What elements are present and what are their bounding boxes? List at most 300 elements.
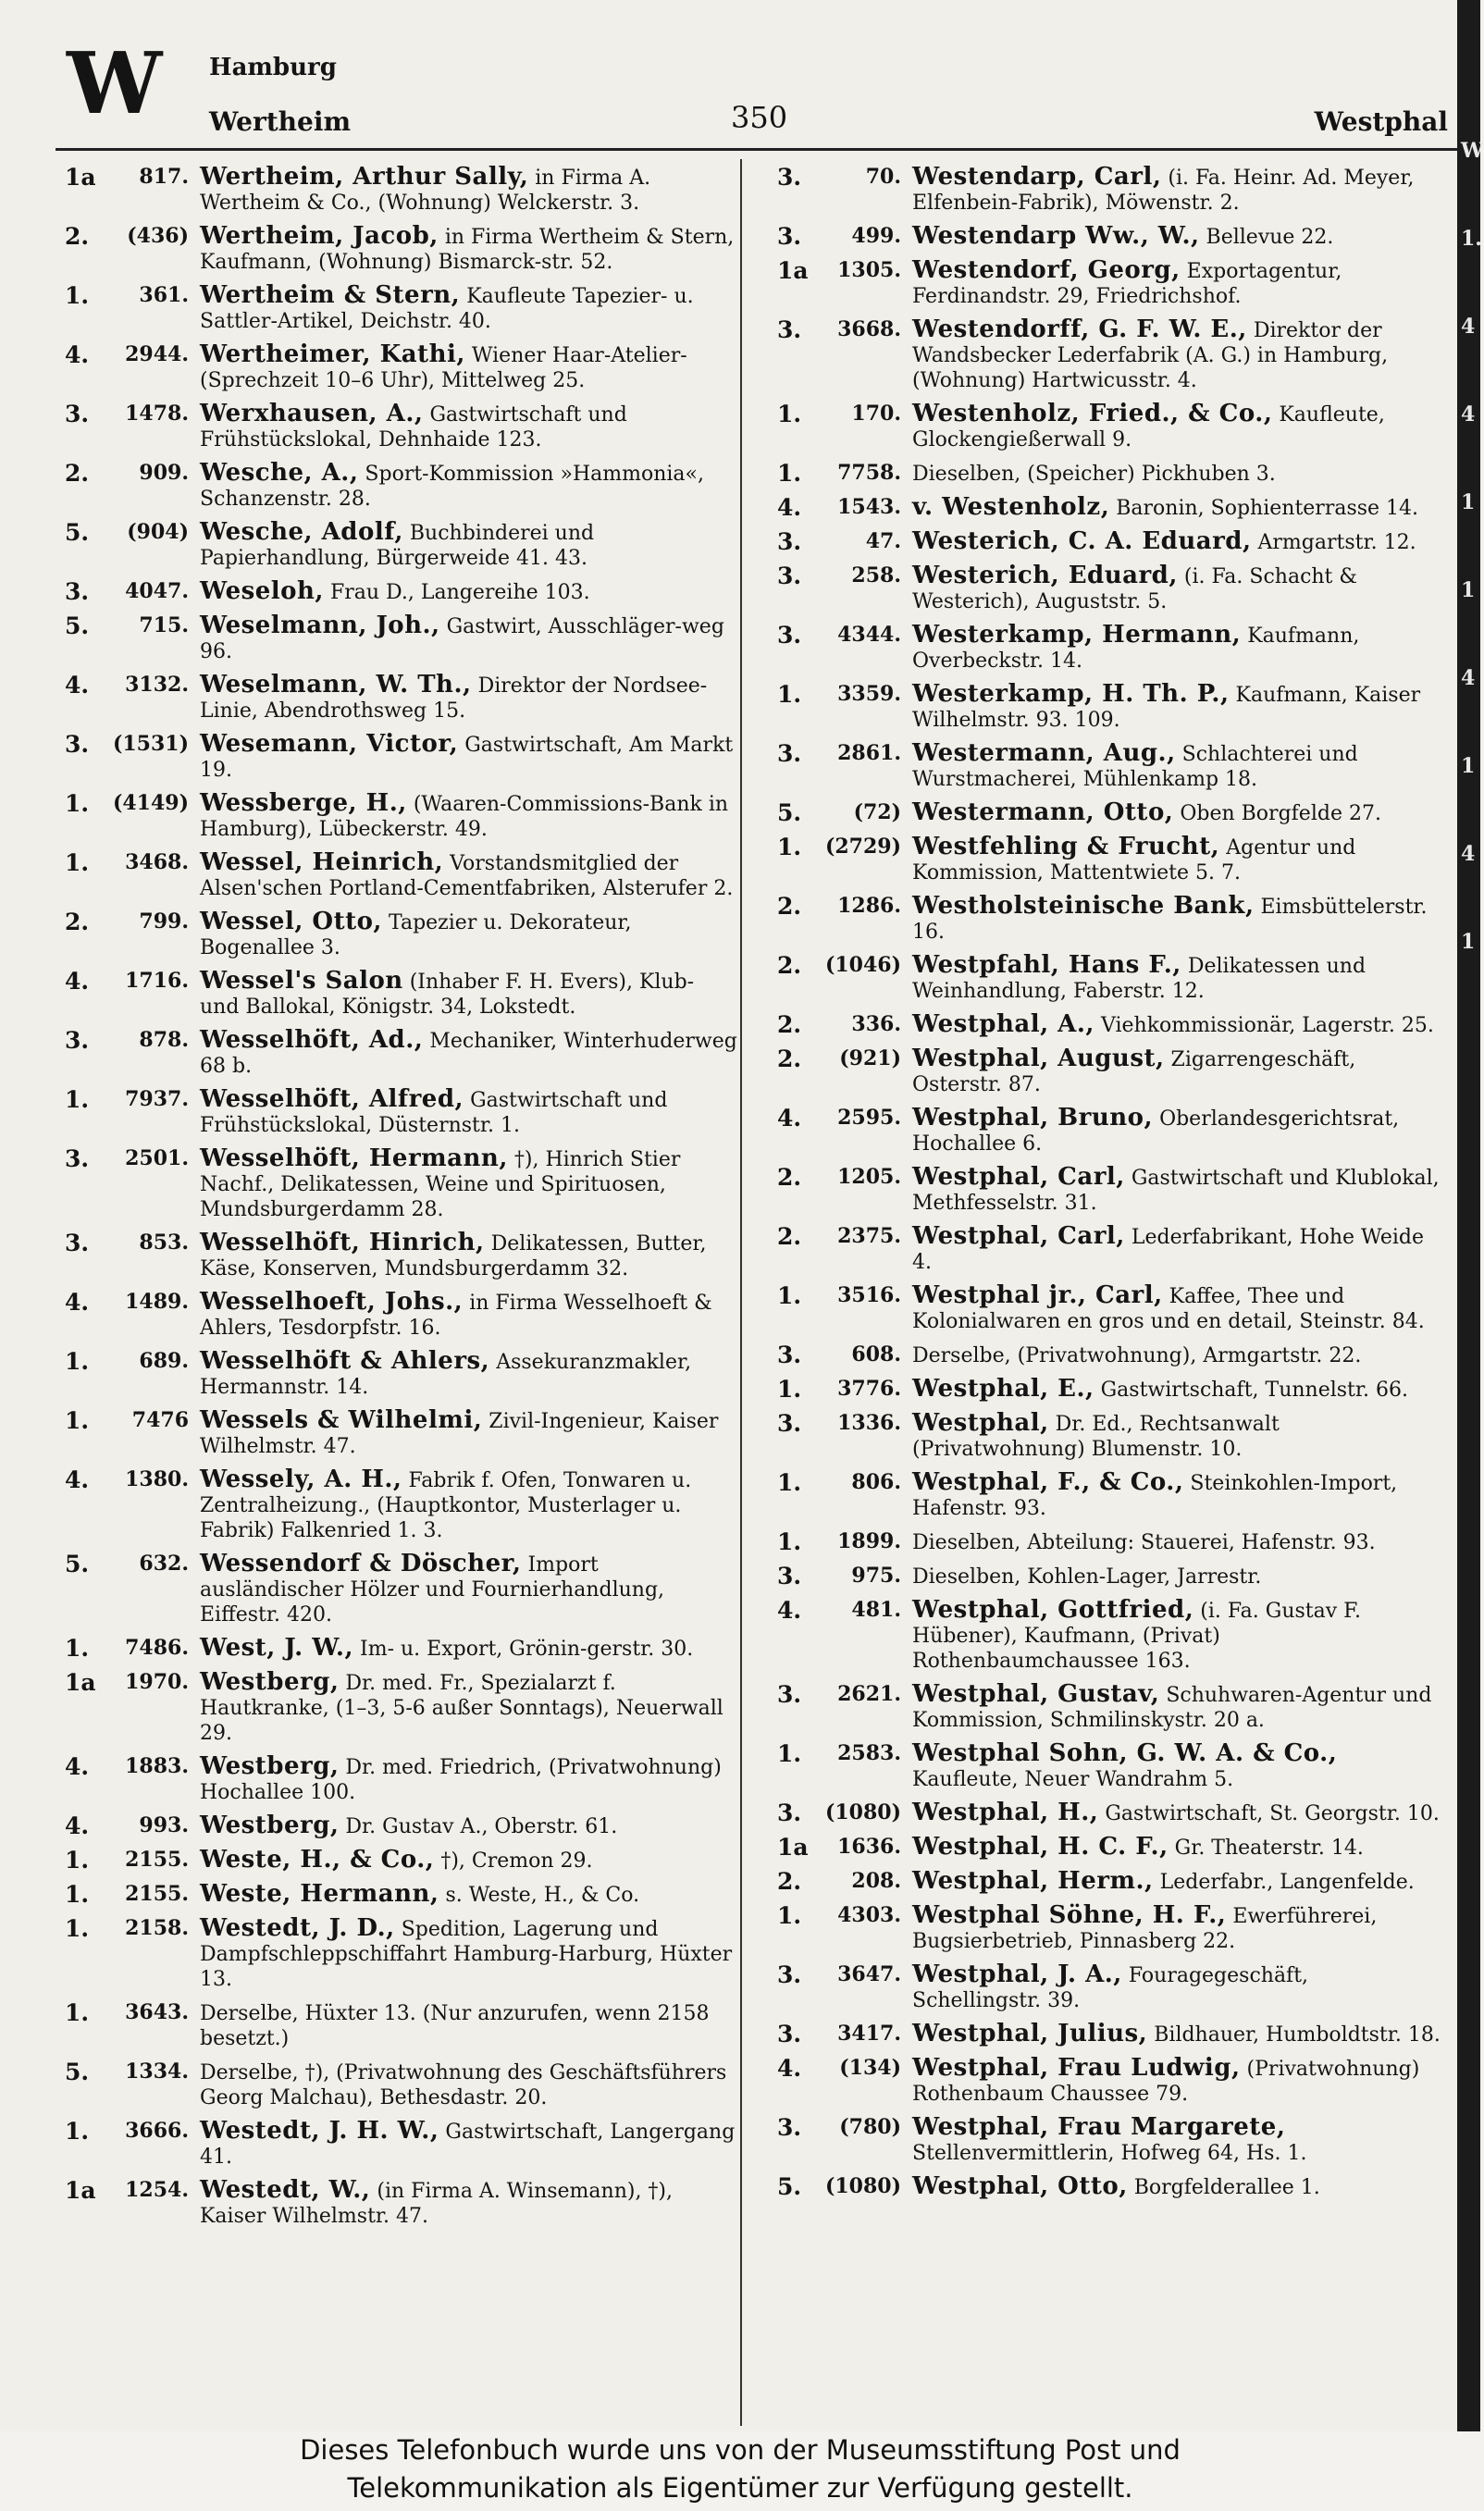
phone-number: 3668. — [837, 317, 901, 341]
entry-text — [912, 224, 1443, 250]
subscriber-details: Fouragegeschäft, Schellingstr. 39. — [912, 1964, 1309, 2012]
entry-text — [912, 1012, 1443, 1038]
subscriber-name: Wessel, Otto, — [200, 908, 382, 935]
subscriber-name: Westendorff, G. F. W. E., — [912, 315, 1247, 343]
phone-number: 3643. — [125, 2000, 189, 2024]
directory-entry — [65, 673, 738, 724]
exchange-zone: 5. — [777, 2173, 802, 2200]
subscriber-name: Westendarp Ww., W., — [912, 222, 1200, 250]
directory-entry — [65, 2178, 738, 2229]
exchange-zone: 1. — [777, 1376, 802, 1403]
exchange-zone: 1a — [65, 164, 96, 191]
subscriber-name: West, J. W., — [200, 1634, 354, 1662]
phone-number: 817. — [139, 165, 189, 189]
entry-text — [912, 2174, 1443, 2200]
subscriber-details: Kaufleute Tapezier- u. Sattler-Artikel, Deichstr. 40. — [200, 285, 694, 333]
subscriber-details: Gastwirtschaft, Am Markt 19. — [200, 734, 734, 782]
entry-text — [200, 2178, 738, 2229]
subscriber-details: Im- u. Export, Grönin-gerstr. 30. — [360, 1638, 694, 1661]
phone-number: 715. — [139, 613, 189, 637]
phone-number: 3776. — [837, 1377, 901, 1401]
phone-number: 2155. — [125, 1848, 189, 1872]
subscriber-name: Wesselhöft, Ad., — [200, 1026, 424, 1054]
entry-text — [912, 1800, 1443, 1826]
exchange-zone: 2. — [65, 909, 90, 935]
directory-entry — [65, 283, 738, 334]
subscriber-details: Ewerführerei, Bugsierbetrieb, Pinnasberg 22. — [912, 1905, 1378, 1953]
exchange-zone: 1. — [65, 282, 90, 309]
directory-entry — [777, 1903, 1443, 1954]
entry-text — [912, 1046, 1443, 1097]
directory-entry — [777, 741, 1443, 792]
directory-entry — [777, 1529, 1443, 1555]
exchange-zone: 3. — [777, 2114, 802, 2141]
phone-number: 689. — [139, 1349, 189, 1373]
page-number: 350 — [731, 100, 788, 135]
subscriber-details: Buchbinderei und Papierhandlung, Bürgerweide 41. 43. — [200, 522, 595, 570]
entry-text — [912, 563, 1443, 614]
entry-text — [912, 1377, 1443, 1403]
subscriber-details: Dieselben, Kohlen-Lager, Jarrestr. — [912, 1565, 1262, 1589]
entry-text — [200, 1408, 738, 1459]
subscriber-name: Westberg, — [200, 1812, 340, 1839]
subscriber-name: Westphal, Gottfried, — [912, 1596, 1194, 1624]
phone-number: (134) — [839, 2056, 901, 2080]
phone-number: 2595. — [837, 1106, 901, 1130]
subscriber-name: Westphal, Carl, — [912, 1163, 1125, 1191]
directory-entry — [777, 953, 1443, 1004]
directory-entry — [777, 495, 1443, 521]
phone-number: 1489. — [125, 1290, 189, 1314]
phone-number: 4047. — [125, 579, 189, 603]
subscriber-details: Dr. med. Fr., Spezialarzt f. Hautkranke, (1–3, 5-6 außer Sonntags), Neuerwall 29. — [200, 1672, 723, 1745]
subscriber-name: Weste, H., & Co., — [200, 1846, 435, 1874]
subscriber-details: Bildhauer, Humboldtstr. 18. — [1154, 2023, 1441, 2047]
left-column — [65, 165, 738, 2237]
directory-entry — [777, 1377, 1443, 1403]
subscriber-details: Mechaniker, Winterhuderweg 68 b. — [200, 1030, 737, 1078]
subscriber-name: Wesemann, Victor, — [200, 730, 459, 758]
directory-entry — [777, 1046, 1443, 1097]
phone-number: 208. — [851, 1869, 901, 1893]
entry-text — [912, 1529, 1443, 1555]
last-entry-keyword: Westphal — [1314, 106, 1448, 137]
entry-text — [200, 850, 738, 901]
directory-entry — [65, 1636, 738, 1662]
subscriber-details: Derselbe, †), (Privatwohnung des Geschäftsführers Georg Malchau), Bethesdastr. 20. — [200, 2061, 727, 2109]
subscriber-name: Werxhausen, A., — [200, 400, 424, 427]
subscriber-details: (Privatwohnung) Rothenbaum Chaussee 79. — [912, 2058, 1420, 2106]
entry-text — [912, 165, 1443, 216]
directory-entry — [777, 1835, 1443, 1861]
entry-text — [200, 2060, 738, 2110]
subscriber-details: Armgartstr. 12. — [1257, 531, 1416, 554]
header-rule — [56, 148, 1457, 151]
directory-entry — [65, 402, 738, 452]
subscriber-details: Direktor der Wandsbecker Lederfabrik (A. G.) in Hamburg, (Wohnung) Hartwicusstr. 4. — [912, 319, 1389, 392]
exchange-zone: 3. — [777, 1800, 802, 1826]
subscriber-details: (i. Fa. Gustav F. Hübener), Kaufmann, (Privat) Rothenbaumchaussee 163. — [912, 1600, 1362, 1673]
directory-entry — [777, 800, 1443, 826]
entry-text — [912, 1106, 1443, 1157]
subscriber-name: Westerkamp, H. Th. P., — [912, 680, 1230, 708]
phone-number: 7486. — [125, 1636, 189, 1660]
subscriber-details: Gastwirtschaft, Langergang 41. — [200, 2121, 736, 2169]
subscriber-name: Westphal, Frau Ludwig, — [912, 2054, 1241, 2082]
entry-text — [912, 402, 1443, 452]
adjacent-page-fragment: 4 — [1461, 666, 1476, 690]
footer-notice — [0, 2431, 1480, 2511]
entry-text — [912, 1342, 1443, 1368]
exchange-zone: 5. — [65, 612, 90, 639]
directory-entry — [65, 224, 738, 275]
entry-text — [200, 673, 738, 724]
subscriber-name: Wesselhöft, Hinrich, — [200, 1229, 485, 1256]
exchange-zone: 3. — [777, 563, 802, 589]
entry-text — [200, 1146, 738, 1222]
entry-text — [200, 402, 738, 452]
footer-line-1: Dieses Telefonbuch wurde uns von der Museumsstiftung Post und — [300, 2434, 1181, 2466]
subscriber-name: Wertheim, Arthur Sally, — [200, 163, 529, 191]
subscriber-details: †), Cremon 29. — [440, 1849, 593, 1873]
subscriber-details: (Waaren-Commissions-Bank in Hamburg), Lübeckerstr. 49. — [200, 793, 729, 841]
phone-number: 170. — [851, 402, 901, 426]
subscriber-details: in Firma A. Wertheim & Co., (Wohnung) Welckerstr. 3. — [200, 167, 651, 215]
subscriber-name: Weselmann, W. Th., — [200, 671, 472, 699]
exchange-zone: 2. — [777, 1164, 802, 1191]
exchange-zone: 2. — [777, 952, 802, 979]
phone-number: 499. — [851, 224, 901, 248]
adjacent-page-fragment: 4 — [1461, 402, 1476, 427]
entry-text — [912, 1962, 1443, 2013]
phone-number: 993. — [139, 1813, 189, 1837]
entry-text — [912, 461, 1443, 487]
entry-text — [200, 461, 738, 512]
adjacent-page-fragment: 1 — [1461, 754, 1476, 778]
directory-entry — [777, 682, 1443, 733]
directory-entry — [777, 2115, 1443, 2166]
subscriber-details: Gr. Theaterstr. 14. — [1174, 1837, 1364, 1860]
directory-entry — [65, 613, 738, 664]
adjacent-page-fragment: 4 — [1461, 315, 1476, 339]
page-header — [0, 0, 1457, 157]
subscriber-name: Wesselhöft & Ahlers, — [200, 1347, 490, 1375]
exchange-zone: 2. — [777, 1045, 802, 1072]
subscriber-details: Bellevue 22. — [1206, 226, 1334, 249]
phone-number: 3468. — [125, 850, 189, 874]
subscriber-details: Oben Borgfelde 27. — [1180, 802, 1381, 825]
subscriber-details: Derselbe, Hüxter 13. (Nur anzurufen, wenn 2158 besetzt.) — [200, 2002, 710, 2050]
exchange-zone: 1. — [65, 1407, 90, 1434]
directory-entry — [65, 791, 738, 842]
directory-entry — [777, 623, 1443, 674]
adjacent-page-fragment: W — [1461, 139, 1484, 163]
directory-entry — [777, 2056, 1443, 2107]
phone-number: 608. — [851, 1342, 901, 1367]
entry-text — [912, 953, 1443, 1004]
directory-entry — [65, 1552, 738, 1627]
first-entry-keyword: Wertheim — [209, 106, 352, 137]
subscriber-name: Wessel, Heinrich, — [200, 848, 444, 876]
subscriber-name: Westerkamp, Hermann, — [912, 621, 1242, 649]
phone-number: (1080) — [824, 2174, 901, 2198]
subscriber-name: Westermann, Aug., — [912, 739, 1176, 767]
subscriber-name: Westphal, — [912, 1409, 1049, 1437]
subscriber-name: Westphal, H. C. F., — [912, 1833, 1169, 1861]
entry-text — [200, 1290, 738, 1341]
directory-entry — [65, 850, 738, 901]
directory-entry — [65, 1848, 738, 1874]
exchange-zone: 3. — [777, 622, 802, 649]
exchange-zone: 2. — [777, 1223, 802, 1250]
phone-number: 3132. — [125, 673, 189, 697]
exchange-zone: 4. — [777, 494, 802, 521]
subscriber-details: Exportagentur, Ferdinandstr. 29, Friedrichshof. — [912, 260, 1342, 308]
phone-number: 2621. — [837, 1682, 901, 1706]
phone-number: 1478. — [125, 402, 189, 426]
entry-text — [912, 800, 1443, 826]
entry-text — [200, 1754, 738, 1805]
entry-text — [912, 1224, 1443, 1275]
exchange-zone: 3. — [777, 223, 802, 250]
phone-number: (780) — [839, 2115, 901, 2139]
subscriber-details: Dr. med. Friedrich, (Privatwohnung) Hochallee 100. — [200, 1756, 722, 1804]
entry-text — [912, 623, 1443, 674]
exchange-zone: 1. — [65, 1635, 90, 1662]
entry-text — [200, 1813, 738, 1839]
subscriber-name: Westphal jr., Carl, — [912, 1281, 1163, 1309]
exchange-zone: 1. — [65, 1915, 90, 1942]
subscriber-name: Westphal, A., — [912, 1010, 1094, 1038]
subscriber-name: Weste, Hermann, — [200, 1880, 439, 1908]
phone-number: 909. — [139, 461, 189, 485]
subscriber-details: Import ausländischer Hölzer und Fournierhandlung, Eiffestr. 420. — [200, 1553, 665, 1627]
phone-number: 2583. — [837, 1741, 901, 1765]
subscriber-details: Agentur und Kommission, Mattentwiete 5. 7. — [912, 836, 1356, 884]
entry-text — [912, 1835, 1443, 1861]
subscriber-details: Delikatessen und Weinhandlung, Faberstr. 12. — [912, 955, 1367, 1003]
phone-number: 7937. — [125, 1087, 189, 1111]
directory-entry — [777, 2174, 1443, 2200]
phone-number: 1543. — [837, 495, 901, 519]
exchange-zone: 3. — [777, 1410, 802, 1437]
phone-number: (904) — [127, 520, 189, 544]
subscriber-name: Westphal, J. A., — [912, 1961, 1122, 1988]
entry-text — [200, 165, 738, 216]
phone-number: (72) — [853, 800, 901, 824]
directory-entry — [65, 1754, 738, 1805]
subscriber-details: Kaufleute, Neuer Wandrahm 5. — [912, 1768, 1234, 1791]
exchange-zone: 3. — [777, 1681, 802, 1708]
phone-number: 1305. — [837, 258, 901, 282]
subscriber-name: Westedt, J. D., — [200, 1914, 395, 1942]
entry-text — [200, 342, 738, 393]
entry-text — [912, 682, 1443, 733]
subscriber-details: Lederfabrikant, Hohe Weide 4. — [912, 1226, 1425, 1274]
subscriber-details: Frau D., Langereihe 103. — [329, 581, 590, 604]
entry-text — [200, 613, 738, 664]
exchange-zone: 1. — [65, 1847, 90, 1874]
directory-entry — [777, 461, 1443, 487]
footer-line-2: Telekommunikation als Eigentümer zur Verfügung gestellt. — [347, 2472, 1133, 2504]
subscriber-name: Westendorf, Georg, — [912, 256, 1181, 284]
subscriber-name: Westphal, Carl, — [912, 1222, 1125, 1250]
subscriber-details: Derselbe, (Privatwohnung), Armgartstr. 22. — [912, 1344, 1362, 1367]
phone-number: 4344. — [837, 623, 901, 647]
exchange-zone: 3. — [777, 1961, 802, 1988]
subscriber-name: Westedt, W., — [200, 2176, 371, 2204]
phone-number: 975. — [851, 1564, 901, 1588]
subscriber-details: Fabrik f. Ofen, Tonwaren u. Zentralheizung., (Hauptkontor, Musterlager u. Fabrik) Falkenried 1. 3. — [200, 1469, 692, 1542]
entry-text — [200, 520, 738, 571]
exchange-zone: 4. — [65, 1289, 90, 1316]
subscriber-details: Spedition, Lagerung und Dampfschleppschiffahrt Hamburg-Harburg, Hüxter 13. — [200, 1918, 733, 1991]
phone-number: 1883. — [125, 1754, 189, 1778]
subscriber-details: Oberlandesgerichtsrat, Hochallee 6. — [912, 1107, 1400, 1156]
phone-number: 1254. — [125, 2178, 189, 2202]
subscriber-details: Assekuranzmakler, Hermannstr. 14. — [200, 1351, 692, 1399]
phone-number: 7476 — [131, 1408, 189, 1432]
subscriber-name: Westphal Sohn, G. W. A. & Co., — [912, 1739, 1338, 1767]
directory-entry — [65, 165, 738, 216]
directory-entry — [777, 1165, 1443, 1216]
exchange-zone: 4. — [777, 2055, 802, 2082]
phone-number: 336. — [851, 1012, 901, 1036]
subscriber-name: Wesche, Adolf, — [200, 518, 403, 546]
subscriber-details: Kaufmann, Kaiser Wilhelmstr. 93. 109. — [912, 684, 1421, 732]
subscriber-name: Westedt, J. H. W., — [200, 2117, 439, 2145]
directory-entry — [65, 1813, 738, 1839]
phone-number: 878. — [139, 1028, 189, 1052]
entry-text — [912, 2022, 1443, 2047]
subscriber-name: Weseloh, — [200, 577, 324, 605]
subscriber-details: Vorstandsmitglied der Alsen'schen Portland-Cementfabriken, Alsterufer 2. — [200, 852, 734, 900]
subscriber-details: (Inhaber F. H. Evers), Klub- und Ballokal, Königstr. 34, Lokstedt. — [200, 971, 695, 1019]
exchange-zone: 3. — [777, 164, 802, 191]
phone-number: 1716. — [125, 969, 189, 993]
directory-entry — [65, 579, 738, 605]
entry-text — [200, 1087, 738, 1138]
exchange-zone: 1a — [65, 2177, 96, 2204]
directory-entry — [65, 1467, 738, 1543]
phone-number: 4303. — [837, 1903, 901, 1927]
exchange-zone: 3. — [777, 2021, 802, 2047]
subscriber-details: Dieselben, Abteilung: Stauerei, Hafenstr. 93. — [912, 1531, 1376, 1554]
directory-entry — [777, 835, 1443, 885]
entry-text — [200, 1552, 738, 1627]
directory-entry — [777, 1682, 1443, 1733]
directory-entry — [65, 1087, 738, 1138]
entry-text — [912, 1470, 1443, 1521]
entry-text — [912, 2056, 1443, 2107]
directory-entry — [65, 969, 738, 1020]
phone-number: 2155. — [125, 1882, 189, 1906]
subscriber-name: Westphal, E., — [912, 1375, 1094, 1403]
directory-entry — [777, 258, 1443, 309]
entry-text — [200, 2000, 738, 2051]
exchange-zone: 1. — [777, 401, 802, 427]
exchange-zone: 1. — [65, 790, 90, 817]
phone-number: 799. — [139, 909, 189, 934]
subscriber-details: †), Hinrich Stier Nachf., Delikatessen, Weine und Spirituosen, Mundsburgerdamm 28. — [200, 1148, 681, 1221]
subscriber-details: (i. Fa. Schacht & Westerich), Auguststr. 5. — [912, 565, 1357, 613]
subscriber-name: Westphal, H., — [912, 1799, 1099, 1826]
exchange-zone: 1. — [65, 1348, 90, 1375]
entry-text — [200, 579, 738, 605]
directory-entry — [777, 1564, 1443, 1589]
entry-text — [912, 1165, 1443, 1216]
exchange-zone: 1. — [65, 1881, 90, 1908]
entry-text — [912, 1411, 1443, 1462]
exchange-zone: 4. — [65, 1812, 90, 1839]
exchange-zone: 4. — [65, 1466, 90, 1493]
subscriber-details: s. Weste, H., & Co. — [445, 1884, 640, 1907]
phone-number: 2944. — [125, 342, 189, 366]
subscriber-name: Wessendorf & Döscher, — [200, 1550, 522, 1577]
directory-entry — [777, 2022, 1443, 2047]
subscriber-details: Viehkommissionär, Lagerstr. 25. — [1100, 1014, 1434, 1037]
phone-number: 1636. — [837, 1835, 901, 1859]
subscriber-details: Gastwirtschaft und Klublokal, Methfesselstr. 31. — [912, 1167, 1440, 1215]
directory-entry — [65, 732, 738, 783]
entry-text — [912, 1903, 1443, 1954]
phone-number: (1080) — [824, 1800, 901, 1824]
directory-entry — [65, 2060, 738, 2110]
subscriber-details: Steinkohlen-Import, Hafenstr. 93. — [912, 1472, 1398, 1520]
subscriber-details: in Firma Wesselhoeft & Ahlers, Tesdorpfstr. 16. — [200, 1292, 712, 1340]
adjacent-page-fragment: 1 — [1461, 930, 1476, 954]
phone-number: 3666. — [125, 2119, 189, 2143]
directory-entry — [777, 1470, 1443, 1521]
phone-number: (4149) — [112, 791, 189, 815]
subscriber-details: Direktor der Nordsee-Linie, Abendrothsweg 15. — [200, 674, 708, 723]
subscriber-name: Wertheim, Jacob, — [200, 222, 439, 250]
phone-number: 1380. — [125, 1467, 189, 1491]
exchange-zone: 1a — [777, 1834, 809, 1861]
exchange-zone: 4. — [65, 968, 90, 995]
exchange-zone: 5. — [65, 519, 90, 546]
directory-entry — [65, 342, 738, 393]
entry-text — [200, 969, 738, 1020]
subscriber-details: Stellenvermittlerin, Hofweg 64, Hs. 1. — [912, 2142, 1307, 2165]
phone-number: 1286. — [837, 894, 901, 918]
directory-entry — [65, 909, 738, 960]
subscriber-name: Westphal, Julius, — [912, 2020, 1148, 2047]
phone-number: (1046) — [824, 953, 901, 977]
exchange-zone: 2. — [777, 1868, 802, 1895]
exchange-zone: 3. — [65, 1230, 90, 1256]
directory-entry — [65, 1349, 738, 1400]
exchange-zone: 3. — [65, 731, 90, 758]
phone-number: 1899. — [837, 1529, 901, 1553]
subscriber-details: Gastwirt, Ausschläger-weg 96. — [200, 615, 724, 663]
exchange-zone: 1. — [65, 2118, 90, 2145]
subscriber-details: Borgfelderallee 1. — [1133, 2176, 1320, 2199]
directory-entry — [777, 224, 1443, 250]
subscriber-name: v. Westenholz, — [912, 493, 1110, 521]
entry-text — [200, 1916, 738, 1992]
subscriber-name: Westendarp, Carl, — [912, 163, 1162, 191]
exchange-zone: 3. — [777, 740, 802, 767]
phone-number: 258. — [851, 563, 901, 588]
exchange-zone: 5. — [65, 1551, 90, 1577]
directory-entry — [65, 1231, 738, 1281]
exchange-zone: 1a — [65, 1669, 96, 1696]
subscriber-details: Wiener Haar-Atelier- (Sprechzeit 10–6 Uhr), Mittelweg 25. — [200, 344, 687, 392]
entry-text — [912, 894, 1443, 945]
phone-number: (2729) — [824, 835, 901, 859]
phone-number: 2861. — [837, 741, 901, 765]
